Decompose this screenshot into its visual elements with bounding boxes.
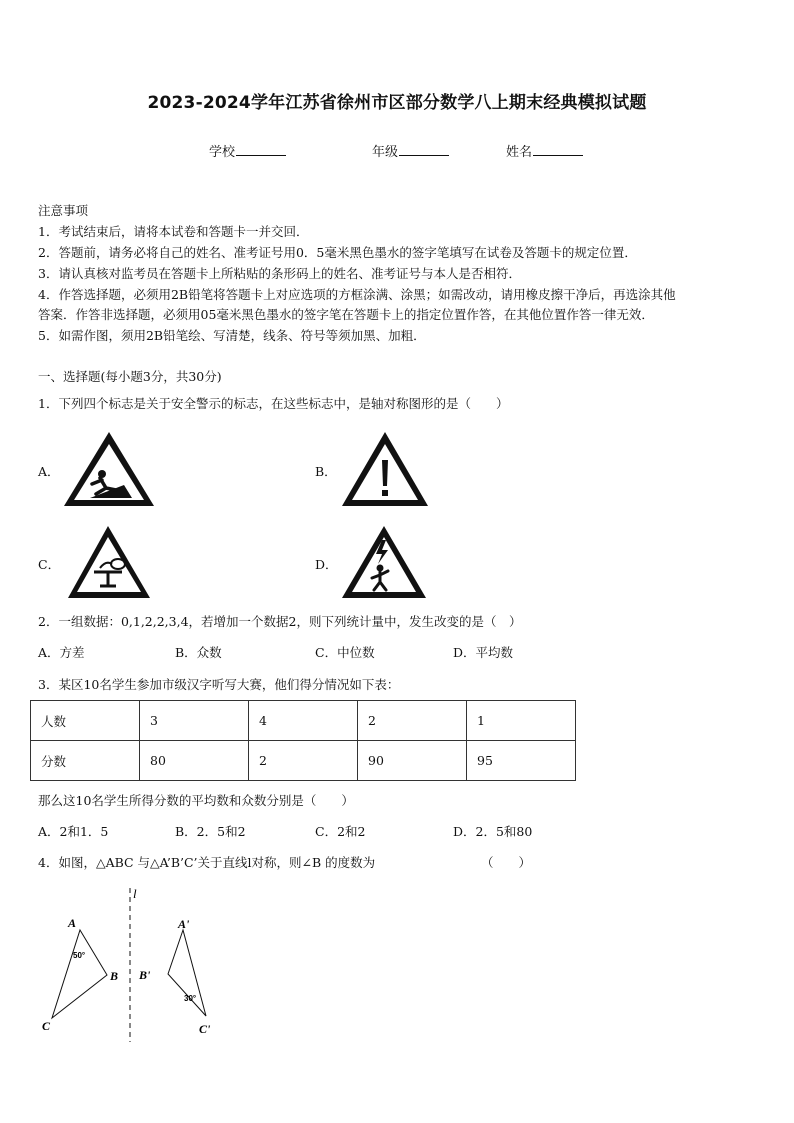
line-label: l [133, 886, 137, 901]
table-row [31, 701, 576, 741]
notice-item: 3．请认真核对监考员在答题卡上所粘贴的条形码上的姓名、准考证号与本人是否相符． [38, 266, 521, 281]
notice-heading: 注意事项 [38, 203, 89, 218]
exclamation-warning-sign [340, 430, 440, 510]
school-label: 学校 [209, 145, 236, 160]
q1-option-a-label: A． [38, 464, 60, 479]
electric-shock-warning-sign [340, 524, 440, 604]
vertex-label: C' [199, 1022, 211, 1036]
name-field [506, 141, 583, 160]
q3-option-a: A．2和1．5 [38, 824, 109, 839]
vertex-label: A [68, 916, 77, 930]
table-cell: 1 [467, 701, 576, 741]
slippery-warning-sign [62, 430, 162, 510]
q1-option-b-label: B． [315, 464, 337, 479]
symmetry-triangle-figure [30, 880, 230, 1050]
q2-option-d: D．平均数 [453, 645, 514, 660]
angle-label: 30° [184, 994, 197, 1003]
school-field [209, 141, 286, 160]
vertex-label: A' [178, 917, 190, 931]
q2-stem: 2．一组数据：0,1,2,2,3,4，若增加一个数据2，则下列统计量中，发生改变的是（ ） [38, 614, 522, 629]
table-cell: 分数 [31, 741, 140, 781]
q1-stem: 1．下列四个标志是关于安全警示的标志，在这些标志中，是轴对称图形的是（ ） [38, 396, 509, 411]
q3-option-b: B．2．5和2 [175, 824, 246, 839]
q1-option-c-label: C． [38, 557, 61, 572]
angle-label: 50° [73, 951, 86, 960]
q1-option-d-label: D． [315, 557, 338, 572]
table-cell: 2 [249, 741, 358, 781]
q4-answer-paren: （ ） [481, 855, 532, 870]
notice-item: 5．如需作图，须用2B铅笔绘、写清楚，线条、符号等须加黑、加粗． [38, 328, 426, 343]
hot-surface-warning-sign [66, 524, 166, 604]
table-cell: 2 [358, 701, 467, 741]
table-cell: 80 [140, 741, 249, 781]
q3-stem: 3．某区10名学生参加市级汉字听写大赛，他们得分情况如下表： [38, 677, 400, 692]
school-blank [236, 143, 286, 156]
vertex-label: B [110, 969, 119, 983]
section-heading: 一、选择题(每小题3分，共30分) [38, 369, 222, 384]
table-row [31, 741, 576, 781]
table-cell: 3 [140, 701, 249, 741]
grade-label: 年级 [372, 145, 399, 160]
q4-stem: 4．如图，△ABC 与△A’B’C’关于直线l对称，则∠B 的度数为 [38, 855, 376, 870]
q2-option-a: A．方差 [38, 645, 85, 660]
q3-option-d: D．2．5和80 [453, 824, 533, 839]
name-blank [533, 143, 583, 156]
grade-field [372, 141, 449, 160]
notice-item: 2．答题前，请务必将自己的姓名、准考证号用0．5毫米黑色墨水的签字笔填写在试卷及答题卡的规定位置． [38, 245, 637, 260]
grade-blank [399, 143, 449, 156]
page-title: 2023-2024学年江苏省徐州市区部分数学八上期末经典模拟试题 [147, 93, 647, 113]
score-table [30, 700, 576, 781]
notice-item: 答案．作答非选择题，必须用05毫米黑色墨水的签字笔在答题卡上的指定位置作答，在其他位置作答一律无效． [38, 307, 654, 322]
notice-item: 4．作答选择题，必须用2B铅笔将答题卡上对应选项的方框涂满、涂黑；如需改动，请用橡皮擦干净后，再选涂其他 [38, 287, 676, 302]
notice-item: 1．考试结束后，请将本试卷和答题卡一并交回． [38, 224, 309, 239]
table-cell: 95 [467, 741, 576, 781]
triangle-abc-prime [168, 930, 206, 1016]
q3-option-c: C．2和2 [315, 824, 366, 839]
triangle-abc [52, 930, 107, 1018]
table-cell: 人数 [31, 701, 140, 741]
table-cell: 90 [358, 741, 467, 781]
q2-option-c: C．中位数 [315, 645, 375, 660]
table-cell: 4 [249, 701, 358, 741]
q3-question: 那么这10名学生所得分数的平均数和众数分别是（ ） [38, 793, 354, 808]
name-label: 姓名 [506, 145, 533, 160]
vertex-label: B' [139, 968, 151, 982]
q2-option-b: B．众数 [175, 645, 222, 660]
vertex-label: C [42, 1019, 51, 1033]
